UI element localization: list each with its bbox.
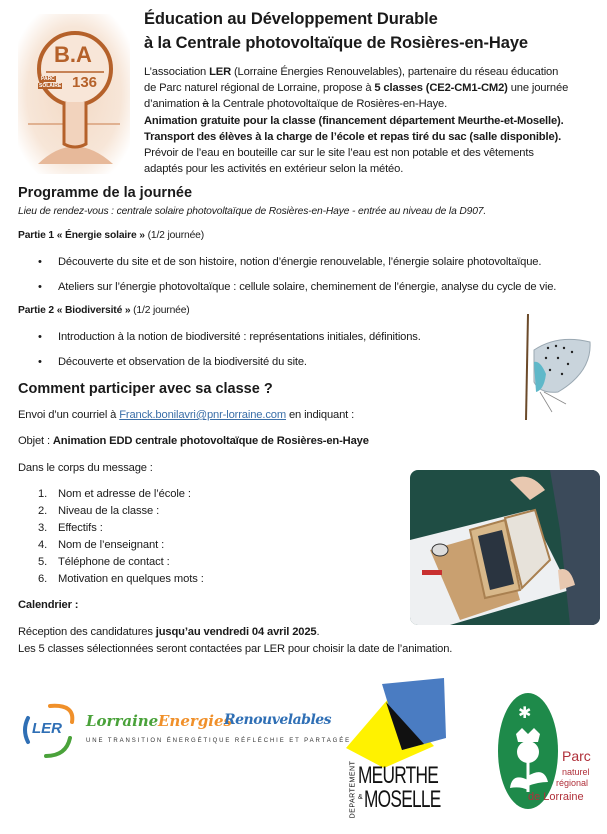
intro-text: d’animation xyxy=(144,98,203,111)
item-text: Nom de l’enseignant : xyxy=(58,539,165,551)
meeting-place: Lieu de rendez-vous : centrale solaire photovoltaïque de Rosières-en-Haye - entrée au niveau de la D907. xyxy=(18,206,487,217)
intro-free-animation: Animation gratuite pour la classe (financement département Meurthe-et-Moselle). xyxy=(144,114,564,127)
item-text: Niveau de la classe : xyxy=(58,505,160,517)
send-prefix: Envoi d’un courriel à xyxy=(18,409,120,421)
item-number: 2. xyxy=(38,505,48,517)
intro-paragraph xyxy=(144,64,604,177)
departement-shapes-icon xyxy=(344,678,464,768)
title-line-1: Éducation au Développement Durable xyxy=(144,10,438,28)
list-item xyxy=(38,505,159,517)
solar-workshop-photo xyxy=(410,470,600,625)
bullet-icon: • xyxy=(38,281,42,293)
svg-text:✱: ✱ xyxy=(518,703,532,722)
item-number: 6. xyxy=(38,573,48,585)
send-suffix: en indiquant : xyxy=(286,409,355,421)
list-item xyxy=(38,539,164,551)
list-item-text: Introduction à la notion de biodiversité : représentations initiales, définitions. xyxy=(58,331,421,343)
intro-transport: Transport des élèves à la charge de l’école et repas tiré du sac (salle disponible). xyxy=(144,130,562,143)
intro-text: une journée xyxy=(507,82,569,95)
item-number: 4. xyxy=(38,539,48,551)
item-text: Effectifs : xyxy=(58,522,103,534)
part1-duration: (1/2 journée) xyxy=(144,230,205,241)
ler-word-renouvelables: Renouvelables xyxy=(224,712,332,728)
list-item xyxy=(38,356,307,368)
logo-text-parc: PARC xyxy=(41,76,55,82)
list-item xyxy=(38,573,204,585)
ler-word-lorraine: Lorraine xyxy=(86,712,159,730)
list-item xyxy=(38,522,103,534)
bullet-icon: • xyxy=(38,256,42,268)
item-text: Nom et adresse de l’école : xyxy=(58,488,191,500)
title-line-2: à la Centrale photovoltaïque de Rosières-en-Haye xyxy=(144,34,528,52)
calendar-selection: Les 5 classes sélectionnées seront contactées par LER pour choisir la date de l’animation. xyxy=(18,643,453,655)
email-link[interactable]: Franck.bonilavri@pnr-lorraine.com xyxy=(119,409,287,421)
part2-duration: (1/2 journée) xyxy=(130,305,190,316)
logo-text-solaire: SOLAIRE xyxy=(39,83,62,89)
pnr-parc: Parc xyxy=(562,748,591,764)
deadline-date: jusqu’au vendredi 04 avril 2025 xyxy=(155,626,317,638)
object-line xyxy=(18,435,369,447)
object-value: Animation EDD centrale photovoltaïque de Rosières-en-Haye xyxy=(52,435,369,447)
pnr-logo xyxy=(498,692,607,812)
ler-mark: LER xyxy=(32,720,62,737)
deadline-prefix: Réception des candidatures xyxy=(18,626,156,638)
intro-text: de Parc naturel régional de Lorraine, propose à xyxy=(144,82,375,95)
intro-text: Prévoir de l’eau en bouteille car sur le site l’eau est non potable et des vêtements xyxy=(144,147,534,160)
calendar-deadline xyxy=(18,626,319,638)
departement-vertical: DEPARTEMENT xyxy=(349,760,357,819)
departement-moselle: MOSELLE xyxy=(364,786,441,813)
item-number: 1. xyxy=(38,488,48,500)
departement-amp: & xyxy=(358,794,363,801)
list-item xyxy=(38,256,541,268)
list-item-text: Ateliers sur l’énergie photovoltaïque : cellule solaire, cheminement de l’énergie, analyse du cycle de vie. xyxy=(58,281,557,293)
butterfly-image xyxy=(518,312,593,422)
item-number: 5. xyxy=(38,556,48,568)
object-label: Objet : xyxy=(18,435,53,447)
intro-text: adaptés pour les activités en extérieur selon la météo. xyxy=(144,163,404,176)
logo-text-ba: B.A xyxy=(54,42,92,67)
ler-tagline: UNE TRANSITION ÉNERGÉTIQUE RÉFLÉCHIE ET PARTAGÉE xyxy=(86,738,352,744)
deadline-suffix: . xyxy=(316,626,320,638)
list-item-text: Découverte du site et de son histoire, notion d’énergie renouvelable, l’énergie solaire photovoltaïque. xyxy=(58,256,542,268)
body-label: Dans le corps du message : xyxy=(18,462,153,474)
item-text: Téléphone de contact : xyxy=(58,556,170,568)
intro-text: (Lorraine Énergies Renouvelables), partenaire du réseau éducation xyxy=(231,66,559,78)
pnr-de-lorraine: de Lorraine xyxy=(528,791,584,803)
bullet-icon: • xyxy=(38,331,42,343)
send-email-line xyxy=(18,409,354,421)
list-item xyxy=(38,488,191,500)
item-text: Motivation en quelques mots : xyxy=(58,573,204,585)
intro-text: la Centrale photovoltaïque de Rosières-en-Haye. xyxy=(208,98,448,111)
list-item-text: Découverte et observation de la biodiversité du site. xyxy=(58,356,307,368)
programme-heading: Programme de la journée xyxy=(18,185,193,201)
part1-title: Partie 1 « Énergie solaire » xyxy=(18,230,145,241)
departement-meurthe: MEURTHE xyxy=(358,762,439,789)
intro-bold: 5 classes (CE2-CM1-CM2) xyxy=(374,82,508,95)
bullet-icon: • xyxy=(38,356,42,368)
calendar-heading: Calendrier : xyxy=(18,599,79,611)
ba136-logo xyxy=(18,14,130,174)
ler-word-energies: Energies xyxy=(158,712,232,730)
item-number: 3. xyxy=(38,522,48,534)
departement-logo xyxy=(344,678,464,818)
part1-heading xyxy=(18,230,204,241)
list-item xyxy=(38,331,421,343)
intro-text: L’association xyxy=(144,66,210,78)
list-item xyxy=(38,556,170,568)
list-item xyxy=(38,281,556,293)
pnr-naturel: naturel xyxy=(562,767,590,777)
pnr-regional: régional xyxy=(556,778,589,788)
logo-text-136: 136 xyxy=(72,74,98,91)
ler-logo xyxy=(20,700,352,760)
part2-title: Partie 2 « Biodiversité » xyxy=(18,305,131,316)
part2-heading xyxy=(18,305,190,316)
participate-heading: Comment participer avec sa classe ? xyxy=(18,381,273,397)
intro-struck-char: à xyxy=(202,98,209,111)
intro-bold: LER xyxy=(209,66,232,78)
